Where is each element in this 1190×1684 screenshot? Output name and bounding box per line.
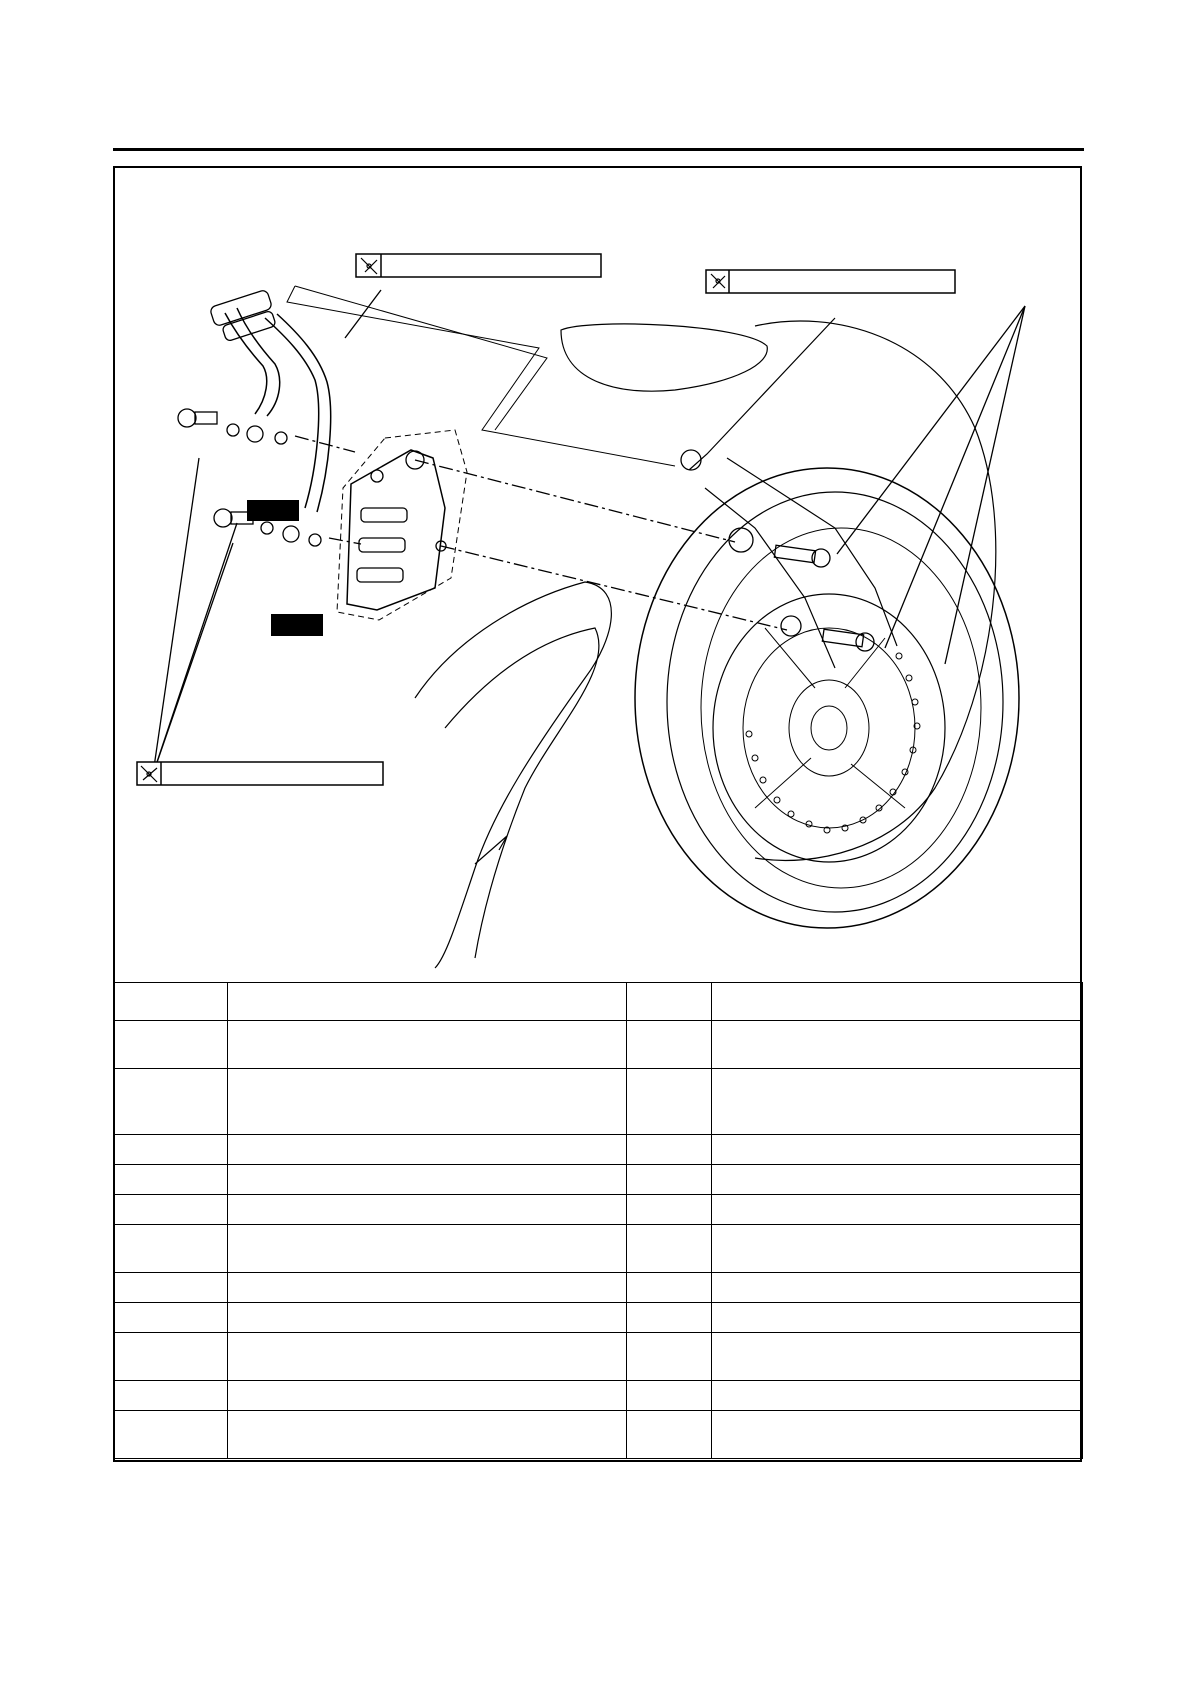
- table-cell: [712, 983, 1083, 1021]
- table-cell: [712, 1381, 1083, 1411]
- table-cell: [228, 1411, 627, 1459]
- table-cell: [114, 1165, 228, 1195]
- table-cell: [114, 1021, 228, 1069]
- table-row: [114, 1381, 1083, 1411]
- table-cell: [228, 1195, 627, 1225]
- leader-line: [153, 458, 199, 774]
- table-cell: [627, 1225, 712, 1273]
- table-cell: [228, 1069, 627, 1135]
- table-cell: [228, 1165, 627, 1195]
- torque-callout-bottom-left: [137, 762, 383, 785]
- table-row: [114, 1333, 1083, 1381]
- header-rule: [113, 148, 1084, 151]
- table-cell: [627, 1303, 712, 1333]
- table-cell: [627, 1165, 712, 1195]
- table-cell: [712, 1225, 1083, 1273]
- table-cell: [114, 1195, 228, 1225]
- torque-callout-top: [356, 254, 601, 277]
- table-cell: [627, 1195, 712, 1225]
- table-cell: [627, 1333, 712, 1381]
- table-cell: [114, 983, 228, 1021]
- table-cell: [228, 1021, 627, 1069]
- table-cell: [228, 1225, 627, 1273]
- table-cell: [228, 1381, 627, 1411]
- table-row: [114, 1225, 1083, 1273]
- table-cell: [712, 1273, 1083, 1303]
- table-cell: [114, 1135, 228, 1165]
- table-row: [114, 1165, 1083, 1195]
- new-part-marker-box: [247, 500, 299, 521]
- leader-line: [885, 306, 1025, 648]
- table-cell: [114, 1225, 228, 1273]
- figure-frame: [113, 166, 1082, 1462]
- table-cell: [114, 1069, 228, 1135]
- brake-caliper-illustration: [115, 168, 1084, 982]
- table-cell: [228, 983, 627, 1021]
- table-cell: [228, 1333, 627, 1381]
- table-cell: [114, 1303, 228, 1333]
- table-row: [114, 1303, 1083, 1333]
- table-cell: [712, 1333, 1083, 1381]
- table-row: [114, 1273, 1083, 1303]
- table-cell: [627, 1381, 712, 1411]
- table-cell: [228, 1303, 627, 1333]
- table-row: [114, 1411, 1083, 1459]
- table-cell: [627, 1273, 712, 1303]
- table-cell: [114, 1273, 228, 1303]
- table-cell: [712, 1135, 1083, 1165]
- table-cell: [712, 1411, 1083, 1459]
- table-cell: [228, 1273, 627, 1303]
- table-row: [114, 1069, 1083, 1135]
- table-cell: [114, 1333, 228, 1381]
- table-row: [114, 983, 1083, 1021]
- torque-callout-right: [706, 270, 955, 293]
- table-row: [114, 1135, 1083, 1165]
- table-cell: [114, 1411, 228, 1459]
- table-cell: [627, 1021, 712, 1069]
- table-cell: [627, 983, 712, 1021]
- leader-line: [153, 523, 237, 774]
- table-cell: [712, 1303, 1083, 1333]
- table-cell: [627, 1411, 712, 1459]
- table-row: [114, 1021, 1083, 1069]
- table-cell: [712, 1195, 1083, 1225]
- table-cell: [114, 1381, 228, 1411]
- table-row: [114, 1195, 1083, 1225]
- table-cell: [712, 1165, 1083, 1195]
- table-cell: [627, 1069, 712, 1135]
- parts-table: [113, 982, 1083, 1459]
- new-part-marker-box: [271, 614, 323, 636]
- table-cell: [228, 1135, 627, 1165]
- table-cell: [712, 1021, 1083, 1069]
- table-cell: [712, 1069, 1083, 1135]
- table-cell: [627, 1135, 712, 1165]
